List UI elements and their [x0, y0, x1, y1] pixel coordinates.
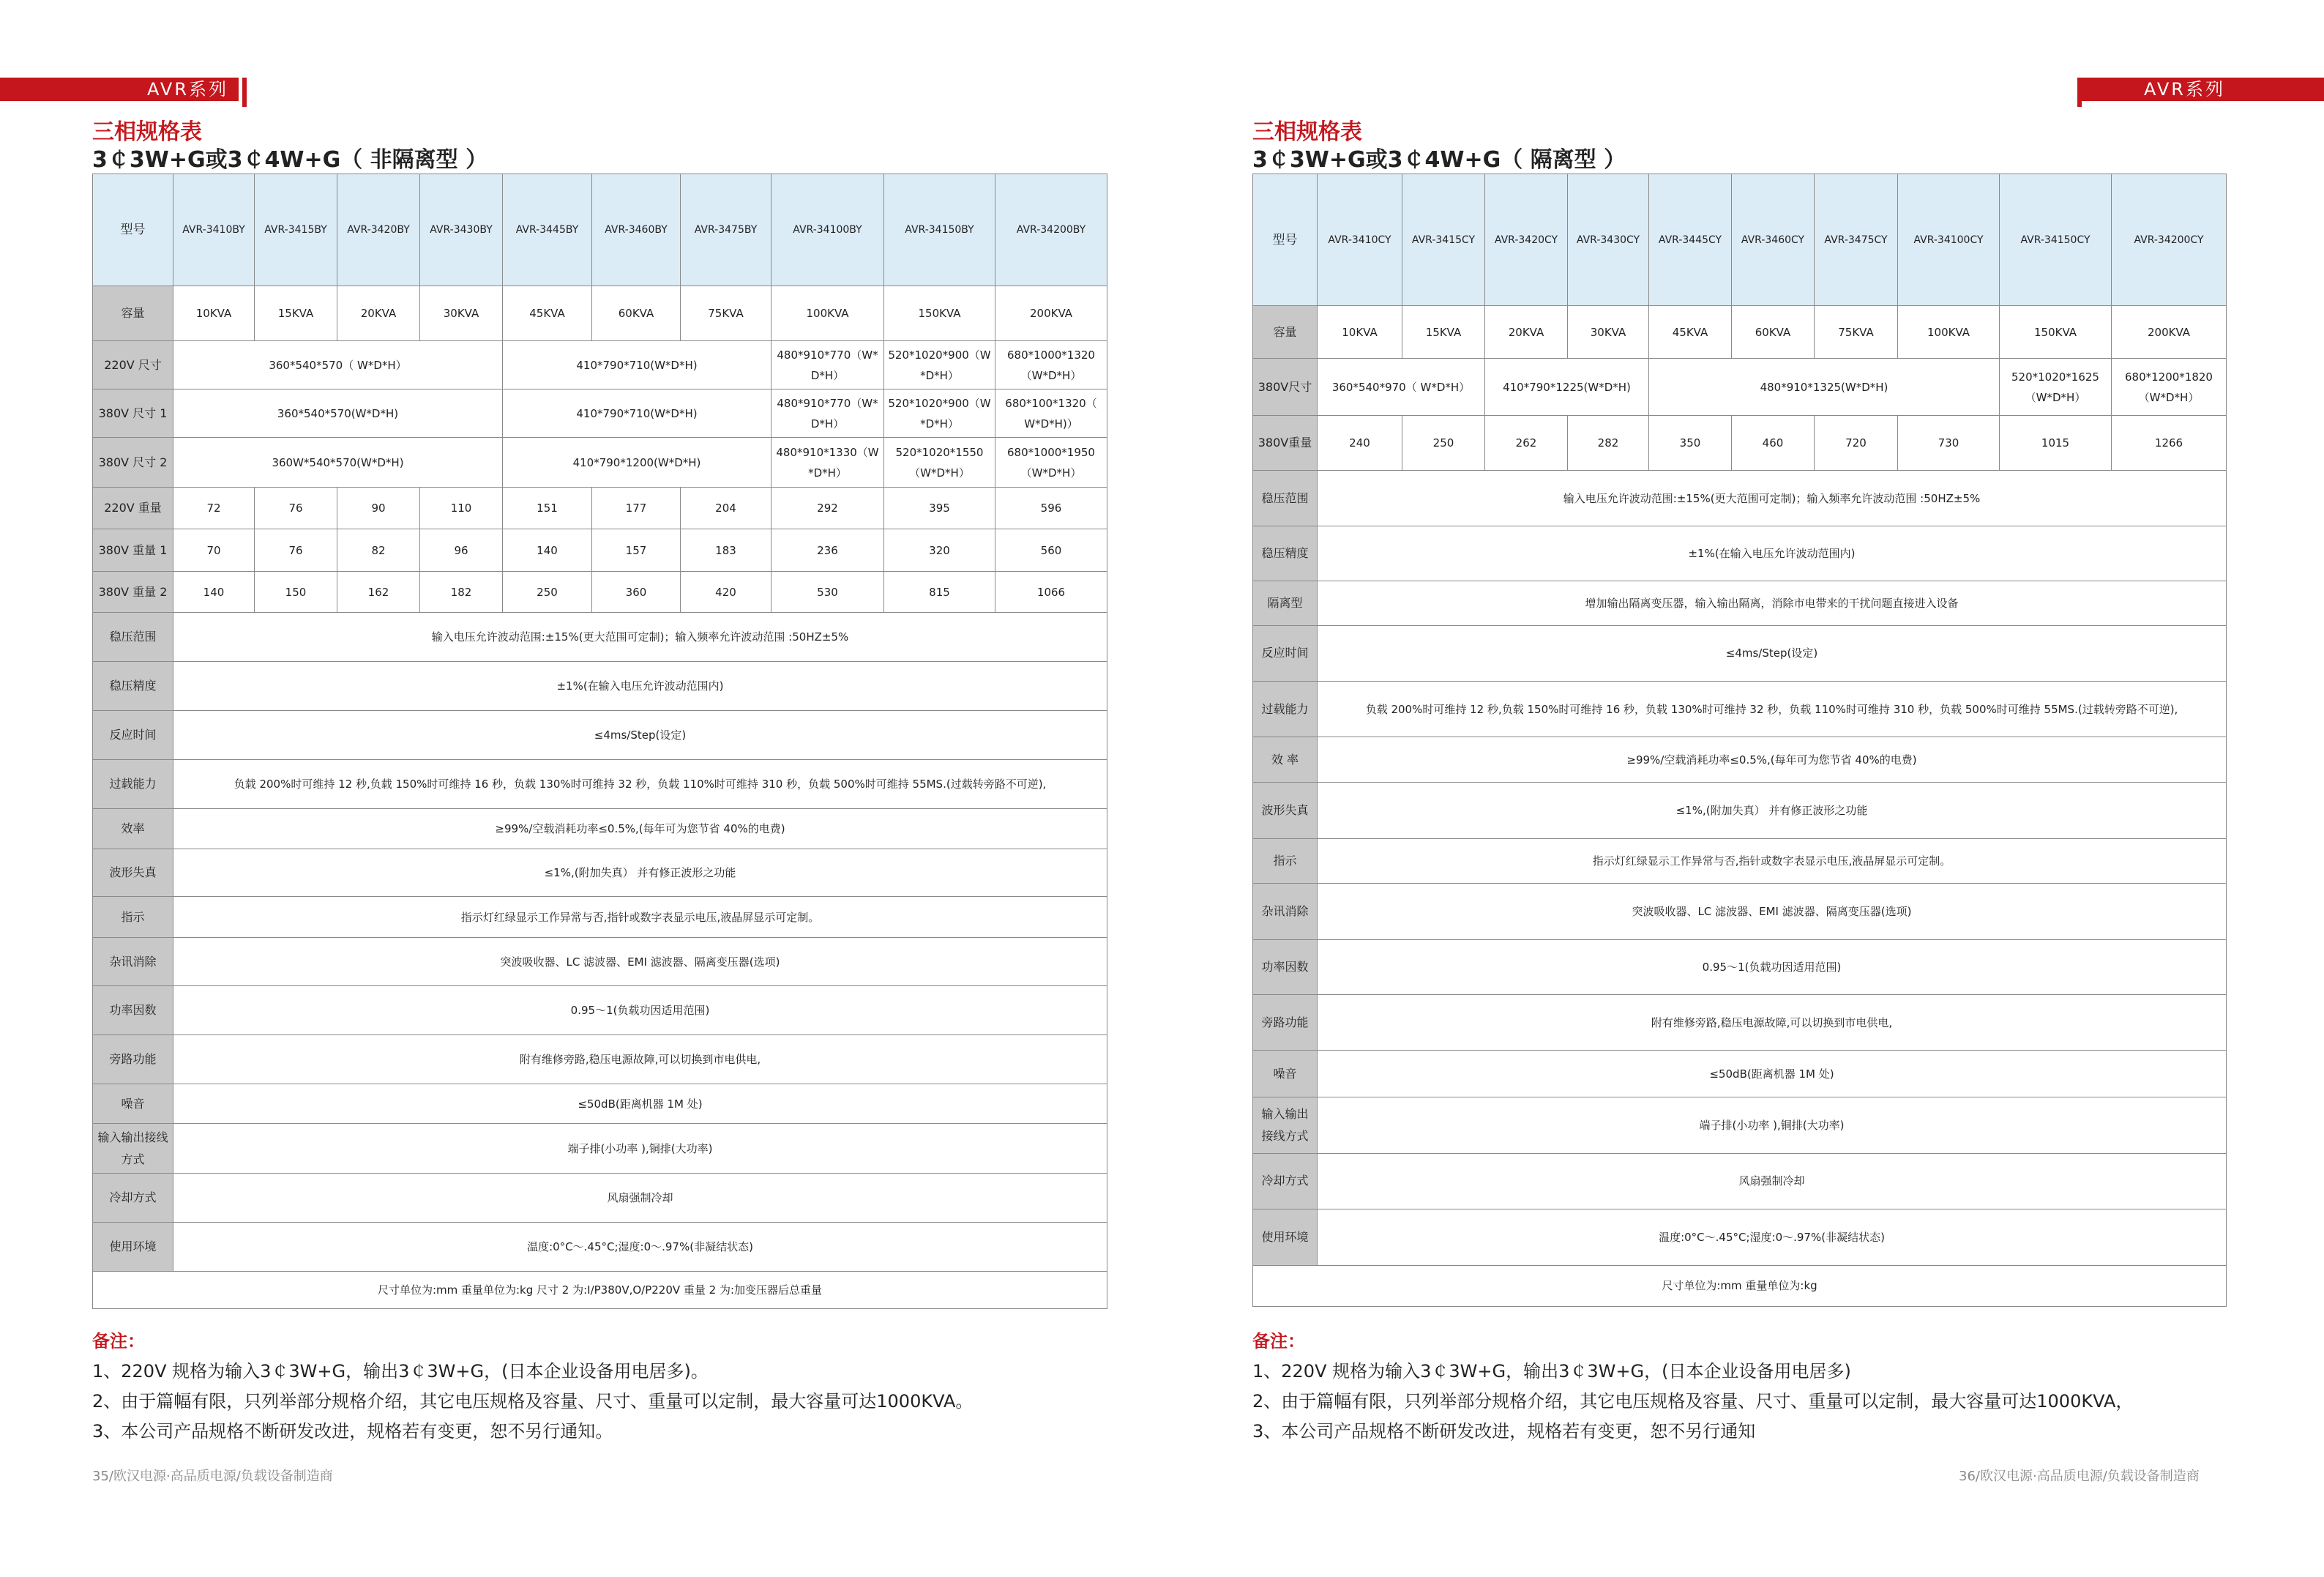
weight-cell: 292 — [771, 488, 884, 529]
right-size380-row — [1253, 359, 2227, 415]
size-cell: 480*910*1325(W*D*H) — [1649, 359, 2000, 415]
spec-value: ≤1%,(附加失真） 并有修正波形之功能 — [1318, 782, 2227, 838]
weight-cell: 1066 — [995, 572, 1107, 613]
row-label: 效 率 — [1253, 737, 1318, 782]
size-cell: 680*1200*1820（W*D*H） — [2112, 359, 2227, 415]
weight-cell: 815 — [884, 572, 995, 613]
spec-value: 指示灯红绿显示工作异常与否,指针或数字表显示电压,液晶屏显示可定制。 — [1318, 839, 2227, 883]
size-cell: 410*790*1225(W*D*H) — [1485, 359, 1649, 415]
capacity-cell: 200KVA — [995, 286, 1107, 341]
model-cell: AVR-34100CY — [1898, 174, 2000, 306]
row-label: 输入输出接线方式 — [93, 1124, 173, 1174]
weight-cell: 250 — [1402, 415, 1485, 470]
row-label: 220V 尺寸 — [93, 341, 173, 389]
capacity-cell: 150KVA — [884, 286, 995, 341]
model-cell: AVR-34150BY — [884, 174, 995, 286]
capacity-cell: 150KVA — [2000, 306, 2112, 359]
left-size380-2-row — [93, 438, 1107, 488]
left-spec-row — [93, 1084, 1107, 1124]
spec-value: 突波吸收器、LC 滤波器、EMI 滤波器、隔离变压器(选项) — [173, 938, 1107, 986]
capacity-cell: 60KVA — [592, 286, 681, 341]
weight-cell: 177 — [592, 488, 681, 529]
right-spec-row — [1253, 681, 2227, 737]
row-label: 容量 — [1253, 306, 1318, 359]
capacity-cell: 30KVA — [420, 286, 503, 341]
weight-cell: 350 — [1649, 415, 1732, 470]
size-cell: 520*1020*1550（W*D*H） — [884, 438, 995, 488]
row-label: 380V 尺寸 1 — [93, 389, 173, 438]
capacity-cell: 20KVA — [1485, 306, 1568, 359]
weight-cell: 262 — [1485, 415, 1568, 470]
right-spec-row — [1253, 526, 2227, 581]
right-spec-row — [1253, 1050, 2227, 1097]
spec-value: 端子排(小功率 ),铜排(大功率) — [173, 1124, 1107, 1174]
notes-heading: 备注： — [92, 1331, 145, 1352]
left-spec-table — [92, 174, 1107, 1309]
capacity-cell: 10KVA — [1318, 306, 1402, 359]
row-label: 杂讯消除 — [1253, 883, 1318, 939]
row-label: 指示 — [93, 897, 173, 938]
row-label: 噪音 — [93, 1084, 173, 1124]
model-cell: AVR-3460BY — [592, 174, 681, 286]
model-cell: AVR-34100BY — [771, 174, 884, 286]
weight-cell: 460 — [1732, 415, 1815, 470]
row-label: 380V 尺寸 2 — [93, 438, 173, 488]
model-cell: AVR-3420CY — [1485, 174, 1568, 306]
left-spec-row — [93, 760, 1107, 809]
left-weight380-2-row — [93, 572, 1107, 613]
row-label: 杂讯消除 — [93, 938, 173, 986]
model-cell: AVR-3415BY — [255, 174, 337, 286]
left-spec-row — [93, 613, 1107, 662]
capacity-cell: 75KVA — [1815, 306, 1898, 359]
size-cell: 520*1020*900（W*D*H） — [884, 341, 995, 389]
row-label: 过载能力 — [93, 760, 173, 809]
capacity-cell: 100KVA — [771, 286, 884, 341]
row-label: 使用环境 — [93, 1223, 173, 1272]
row-label: 输入输出接线方式 — [1253, 1097, 1318, 1153]
left-weight380-1-row — [93, 529, 1107, 572]
spec-value: 负载 200%时可维持 12 秒,负载 150%时可维持 16 秒，负载 130%时可维持 32 秒，负载 110%时可维持 310 秒，负载 500%时可维持 55MS.(过载转旁路不可逆), — [173, 760, 1107, 809]
spec-value: ≥99%/空载消耗功率≤0.5%,(每年可为您节省 40%的电费) — [1318, 737, 2227, 782]
capacity-cell: 20KVA — [337, 286, 420, 341]
spec-value: 风扇强制冷却 — [1318, 1153, 2227, 1209]
weight-cell: 72 — [173, 488, 255, 529]
capacity-cell: 15KVA — [1402, 306, 1485, 359]
size-cell: 680*1000*1950（W*D*H） — [995, 438, 1107, 488]
spec-value: ±1%(在输入电压允许波动范围内) — [1318, 526, 2227, 581]
right-spec-row — [1253, 625, 2227, 681]
right-header-row — [1253, 174, 2227, 306]
left-spec-row — [93, 1124, 1107, 1174]
right-spec-row — [1253, 839, 2227, 883]
weight-cell: 420 — [681, 572, 771, 613]
row-label: 稳压精度 — [1253, 526, 1318, 581]
model-cell: AVR-3430BY — [420, 174, 503, 286]
left-header-row — [93, 174, 1107, 286]
model-cell: AVR-3460CY — [1732, 174, 1815, 306]
capacity-cell: 200KVA — [2112, 306, 2227, 359]
weight-cell: 282 — [1568, 415, 1649, 470]
weight-cell: 76 — [255, 529, 337, 572]
row-label: 380V尺寸 — [1253, 359, 1318, 415]
left-spec-row — [93, 1223, 1107, 1272]
weight-cell: 204 — [681, 488, 771, 529]
row-label: 380V 重量 2 — [93, 572, 173, 613]
size-cell: 410*790*1200(W*D*H) — [503, 438, 771, 488]
spec-value: ≤50dB(距离机器 1M 处) — [1318, 1050, 2227, 1097]
size-cell: 520*1020*900（W*D*H） — [884, 389, 995, 438]
spec-value: ≤1%,(附加失真） 并有修正波形之功能 — [173, 849, 1107, 897]
row-label: 波形失真 — [1253, 782, 1318, 838]
weight-cell: 730 — [1898, 415, 2000, 470]
capacity-cell: 45KVA — [1649, 306, 1732, 359]
capacity-cell: 30KVA — [1568, 306, 1649, 359]
model-cell: AVR-34200CY — [2112, 174, 2227, 306]
capacity-cell: 15KVA — [255, 286, 337, 341]
spec-value: 0.95～1(负载功因适用范围) — [1318, 939, 2227, 994]
size-cell: 360W*540*570(W*D*H) — [173, 438, 503, 488]
row-label: 冷却方式 — [93, 1174, 173, 1223]
spec-value: ≤50dB(距离机器 1M 处) — [173, 1084, 1107, 1124]
note-line: 3、本公司产品规格不断研发改进，规格若有变更，恕不另行通知。 — [92, 1421, 613, 1442]
weight-cell: 395 — [884, 488, 995, 529]
weight-cell: 530 — [771, 572, 884, 613]
weight-cell: 720 — [1815, 415, 1898, 470]
model-cell: AVR-3410BY — [173, 174, 255, 286]
row-label: 旁路功能 — [1253, 995, 1318, 1050]
right-spec-row — [1253, 883, 2227, 939]
note-line: 2、由于篇幅有限，只列举部分规格介绍，其它电压规格及容量、尺寸、重量可以定制，最大容量可达1000KVA。 — [92, 1391, 974, 1412]
weight-cell: 96 — [420, 529, 503, 572]
spec-value: ≥99%/空载消耗功率≤0.5%,(每年可为您节省 40%的电费) — [173, 809, 1107, 849]
model-cell: AVR-3475BY — [681, 174, 771, 286]
left-weight220-row — [93, 488, 1107, 529]
size-cell: 480*910*770（W*D*H） — [771, 389, 884, 438]
row-label: 波形失真 — [93, 849, 173, 897]
weight-cell: 320 — [884, 529, 995, 572]
notes-heading: 备注： — [1252, 1331, 1305, 1352]
size-cell: 410*790*710(W*D*H) — [503, 341, 771, 389]
note-line: 2、由于篇幅有限，只列举部分规格介绍，其它电压规格及容量、尺寸、重量可以定制，最大容量可达1000KVA， — [1252, 1391, 2134, 1412]
spec-value: ±1%(在输入电压允许波动范围内) — [173, 662, 1107, 711]
weight-cell: 70 — [173, 529, 255, 572]
size-cell: 480*910*770（W*D*H） — [771, 341, 884, 389]
size-cell: 360*540*570(W*D*H) — [173, 389, 503, 438]
left-capacity-row — [93, 286, 1107, 341]
capacity-cell: 100KVA — [1898, 306, 2000, 359]
size-cell: 410*790*710(W*D*H) — [503, 389, 771, 438]
left-title: 三相规格表 — [92, 119, 202, 145]
left-spec-row — [93, 897, 1107, 938]
right-spec-row — [1253, 782, 2227, 838]
right-footer: 36/欧汉电源·高品质电源/负载设备制造商 — [1959, 1469, 2200, 1484]
row-label: 380V 重量 1 — [93, 529, 173, 572]
spec-value: 温度:0°C～.45°C;湿度:0～.97%(非凝结状态) — [173, 1223, 1107, 1272]
model-cell: AVR-34200BY — [995, 174, 1107, 286]
spec-value: 温度:0°C～.45°C;湿度:0～.97%(非凝结状态) — [1318, 1209, 2227, 1265]
weight-cell: 150 — [255, 572, 337, 613]
model-label: 型号 — [1253, 174, 1318, 306]
right-spec-row — [1253, 1209, 2227, 1265]
left-notes — [92, 1327, 1117, 1447]
spec-value: 输入电压允许波动范围:±15%(更大范围可定制)；输入频率允许波动范围 :50HZ±5% — [173, 613, 1107, 662]
left-spec-row — [93, 986, 1107, 1035]
left-spec-row — [93, 938, 1107, 986]
spec-value: 附有维修旁路,稳压电源故障,可以切换到市电供电, — [173, 1035, 1107, 1084]
weight-cell: 240 — [1318, 415, 1402, 470]
weight-cell: 140 — [503, 529, 592, 572]
weight-cell: 140 — [173, 572, 255, 613]
model-cell: AVR-3420BY — [337, 174, 420, 286]
row-label: 反应时间 — [1253, 625, 1318, 681]
weight-cell: 151 — [503, 488, 592, 529]
right-spec-row — [1253, 1097, 2227, 1153]
row-label: 反应时间 — [93, 711, 173, 760]
left-subtitle: 3￠3W+G或3￠4W+G（ 非隔离型 ） — [92, 147, 488, 173]
size-cell: 680*1000*1320（W*D*H） — [995, 341, 1107, 389]
spec-value: 风扇强制冷却 — [173, 1174, 1107, 1223]
size-cell: 360*540*570（ W*D*H） — [173, 341, 503, 389]
size-cell: 520*1020*1625（W*D*H） — [2000, 359, 2112, 415]
weight-cell: 110 — [420, 488, 503, 529]
spec-value: 0.95～1(负载功因适用范围) — [173, 986, 1107, 1035]
left-spec-row — [93, 849, 1107, 897]
row-label: 380V重量 — [1253, 415, 1318, 470]
size-cell: 360*540*970（ W*D*H） — [1318, 359, 1485, 415]
right-spec-row — [1253, 1153, 2227, 1209]
note-line: 1、220V 规格为输入3￠3W+G，输出3￠3W+G，(日本企业设备用电居多) — [1252, 1361, 1851, 1382]
right-capacity-row — [1253, 306, 2227, 359]
model-cell: AVR-3430CY — [1568, 174, 1649, 306]
model-cell: AVR-3475CY — [1815, 174, 1898, 306]
weight-cell: 1015 — [2000, 415, 2112, 470]
right-notes — [1252, 1327, 2277, 1447]
right-weight380-row — [1253, 415, 2227, 470]
right-spec-row — [1253, 939, 2227, 994]
weight-cell: 236 — [771, 529, 884, 572]
weight-cell: 560 — [995, 529, 1107, 572]
capacity-cell: 45KVA — [503, 286, 592, 341]
left-footnote-row — [93, 1272, 1107, 1309]
spec-value: 突波吸收器、LC 滤波器、EMI 滤波器、隔离变压器(选项) — [1318, 883, 2227, 939]
weight-cell: 162 — [337, 572, 420, 613]
left-spec-row — [93, 1035, 1107, 1084]
model-cell: AVR-3445CY — [1649, 174, 1732, 306]
left-size380-1-row — [93, 389, 1107, 438]
capacity-cell: 10KVA — [173, 286, 255, 341]
note-line: 1、220V 规格为输入3￠3W+G，输出3￠3W+G，(日本企业设备用电居多)。 — [92, 1361, 709, 1382]
left-spec-row — [93, 662, 1107, 711]
table-footnote: 尺寸单位为:mm 重量单位为:kg 尺寸 2 为:I/P380V,O/P220V 重量 2 为:加变压器后总重量 — [93, 1272, 1107, 1309]
spec-value: ≤4ms/Step(设定) — [1318, 625, 2227, 681]
right-spec-row — [1253, 471, 2227, 526]
row-label: 旁路功能 — [93, 1035, 173, 1084]
note-line: 3、本公司产品规格不断研发改进，规格若有变更，恕不另行通知 — [1252, 1421, 1756, 1442]
right-spec-row — [1253, 737, 2227, 782]
left-size220-row — [93, 341, 1107, 389]
weight-cell: 1266 — [2112, 415, 2227, 470]
row-label: 稳压范围 — [1253, 471, 1318, 526]
series-band-right: AVR系列 — [2082, 78, 2324, 101]
series-band-left: AVR系列 — [0, 78, 239, 101]
capacity-cell: 60KVA — [1732, 306, 1815, 359]
row-label: 容量 — [93, 286, 173, 341]
model-cell: AVR-3410CY — [1318, 174, 1402, 306]
row-label: 效率 — [93, 809, 173, 849]
table-footnote: 尺寸单位为:mm 重量单位为:kg — [1253, 1265, 2227, 1306]
right-spec-row — [1253, 995, 2227, 1050]
left-spec-row — [93, 711, 1107, 760]
row-label: 指示 — [1253, 839, 1318, 883]
size-cell: 680*100*1320（ W*D*H)） — [995, 389, 1107, 438]
row-label: 隔离型 — [1253, 581, 1318, 625]
row-label: 220V 重量 — [93, 488, 173, 529]
weight-cell: 157 — [592, 529, 681, 572]
right-footnote-row — [1253, 1265, 2227, 1306]
weight-cell: 360 — [592, 572, 681, 613]
right-spec-table — [1252, 174, 2227, 1307]
row-label: 功率因数 — [1253, 939, 1318, 994]
size-cell: 480*910*1330（W*D*H） — [771, 438, 884, 488]
row-label: 稳压精度 — [93, 662, 173, 711]
weight-cell: 90 — [337, 488, 420, 529]
spec-value: 输入电压允许波动范围:±15%(更大范围可定制)；输入频率允许波动范围 :50HZ±5% — [1318, 471, 2227, 526]
row-label: 功率因数 — [93, 986, 173, 1035]
left-footer: 35/欧汉电源·高品质电源/负载设备制造商 — [92, 1469, 333, 1484]
capacity-cell: 75KVA — [681, 286, 771, 341]
model-label: 型号 — [93, 174, 173, 286]
spec-value: 指示灯红绿显示工作异常与否,指针或数字表显示电压,液晶屏显示可定制。 — [173, 897, 1107, 938]
left-spec-row — [93, 1174, 1107, 1223]
band-tick-left — [242, 78, 247, 107]
weight-cell: 182 — [420, 572, 503, 613]
model-cell: AVR-3445BY — [503, 174, 592, 286]
row-label: 过载能力 — [1253, 681, 1318, 737]
row-label: 使用环境 — [1253, 1209, 1318, 1265]
spec-value: 增加输出隔离变压器，输入输出隔离，消除市电带来的干扰问题直接进入设备 — [1318, 581, 2227, 625]
model-cell: AVR-34150CY — [2000, 174, 2112, 306]
weight-cell: 82 — [337, 529, 420, 572]
row-label: 冷却方式 — [1253, 1153, 1318, 1209]
right-subtitle: 3￠3W+G或3￠4W+G（ 隔离型 ） — [1252, 147, 1626, 173]
right-spec-row — [1253, 581, 2227, 625]
spec-value: 端子排(小功率 ),铜排(大功率) — [1318, 1097, 2227, 1153]
left-spec-row — [93, 809, 1107, 849]
row-label: 稳压范围 — [93, 613, 173, 662]
weight-cell: 76 — [255, 488, 337, 529]
weight-cell: 250 — [503, 572, 592, 613]
spec-value: ≤4ms/Step(设定) — [173, 711, 1107, 760]
model-cell: AVR-3415CY — [1402, 174, 1485, 306]
weight-cell: 596 — [995, 488, 1107, 529]
weight-cell: 183 — [681, 529, 771, 572]
row-label: 噪音 — [1253, 1050, 1318, 1097]
right-title: 三相规格表 — [1252, 119, 1362, 145]
spec-value: 负载 200%时可维持 12 秒,负载 150%时可维持 16 秒，负载 130%时可维持 32 秒，负载 110%时可维持 310 秒，负载 500%时可维持 55MS.(过载转旁路不可逆), — [1318, 681, 2227, 737]
spec-value: 附有维修旁路,稳压电源故障,可以切换到市电供电, — [1318, 995, 2227, 1050]
